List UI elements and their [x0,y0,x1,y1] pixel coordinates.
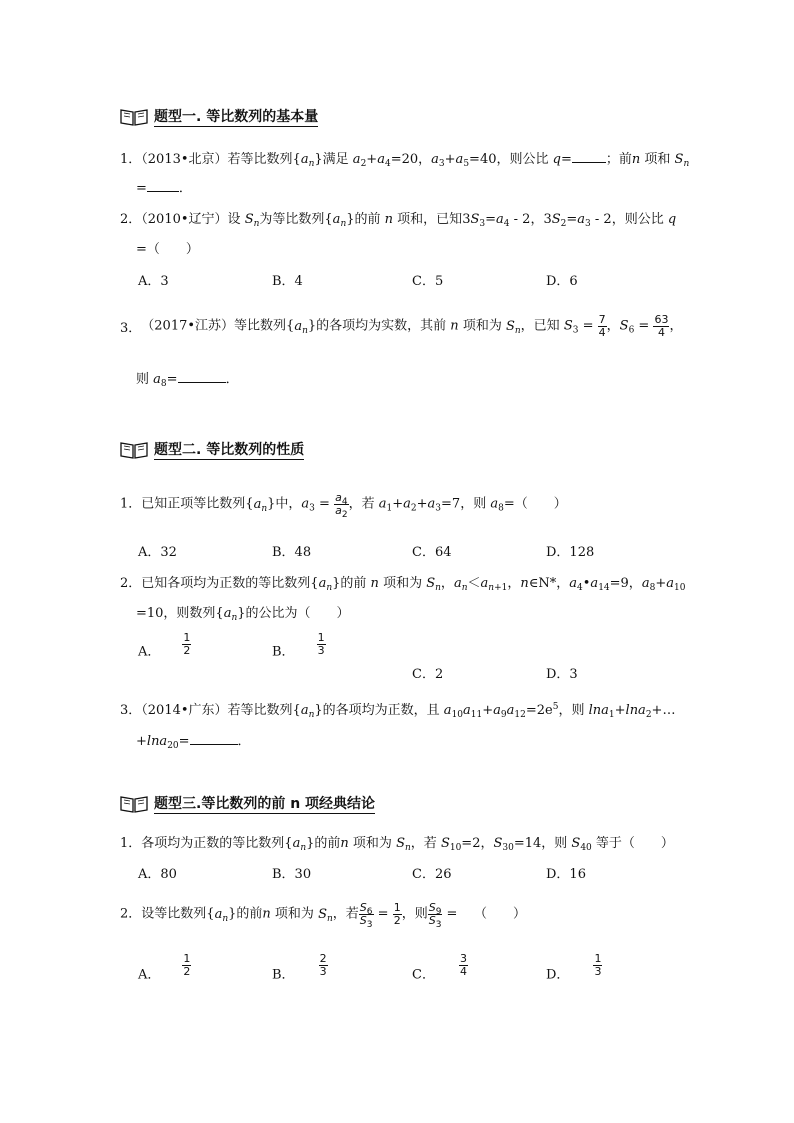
fraction: $\frac{7}{4}$ [598,313,606,339]
s1-q1-line2: = ． [136,181,192,196]
section-3-header [120,793,375,813]
s3-q2: 2．设等比数列$\{a_n\}$的前n 项和为 $S_n$，若 $\frac{S_6}{S_3}$ = $\frac{1}{2}$ ，则 $\frac{S_9}{S_3}$ = （ ） [120,901,526,930]
s1-q2-line2: =（ ） [136,242,199,257]
s3-q1-option-a[interactable]: A．80 [138,867,177,882]
fraction: $\frac{a_4}{a_2}$ [335,491,348,520]
book-icon [120,108,148,126]
section-1-title: 题型一. 等比数列的基本量 [154,109,319,125]
s1-q2-option-a[interactable]: A．3 [138,274,169,289]
s3-q2-option-b[interactable]: B． $\frac{2}{3}$ [272,952,327,983]
s3-q1-option-c[interactable]: C．26 [412,867,452,882]
s2-q1-option-a[interactable]: A．32 [138,545,177,560]
s1-q3-line1: 3．（2017•江苏）等比数列$\{a_n\}$的各项均为实数，其前 n 项和为 $S_n$，已知 $S_3$ = $\frac{7}{4}$ ，$S_6$ = $\frac{63}{4}$ ， [120,313,683,339]
s2-q1: 1．已知正项等比数列$\{a_n\}$中，$a_3$ = $\frac{a_4}{a_2}$ ，若 $a_1+a_2+a_3=7$，则 $a_8=$（ ） [120,491,567,520]
s2-q2-option-d[interactable]: D．3 [546,667,578,682]
s3-q2-option-d[interactable]: D． $\frac{1}{3}$ [546,952,602,983]
s3-q1-option-d[interactable]: D．16 [546,867,586,882]
s1-q2-option-c[interactable]: C．5 [412,274,444,289]
s1-q1-line1: 1．（2013•北京）若等比数列$\{a_n\}$满足 $a_2+a_4=20$，$a_3+a_5=40$，则公比 q= ；前n 项和 $S_n$ [120,152,690,169]
answer-blank[interactable] [572,150,606,163]
s3-q2-option-a[interactable]: A． $\frac{1}{2}$ [138,952,191,983]
s3-q1-option-b[interactable]: B．30 [272,867,312,882]
s2-q2-line2: =10，则数列$\{a_n\}$的公比为（ ） [136,606,350,623]
section-3-title: 题型三.等比数列的前 n 项经典结论 [154,796,376,812]
s2-q2-line1: 2．已知各项均为正数的等比数列$\{a_n\}$的前 n 项和为 $S_n$，$a_n<a_{n+1}$，n∈N*，$a_4•a_{14}=9$，$a_8+a_{10}$ [120,576,686,593]
s2-q2-option-a[interactable]: A． $\frac{1}{2}$ [138,631,191,660]
s3-q2-option-c[interactable]: C． $\frac{3}{4}$ [412,952,467,983]
answer-blank[interactable] [190,732,238,745]
book-icon [120,795,148,813]
section-2-title: 题型二. 等比数列的性质 [154,442,305,458]
s1-q2-option-b[interactable]: B．4 [272,274,303,289]
s2-q1-option-c[interactable]: C．64 [412,545,452,560]
s1-q3-line2: 则 $a_8=$ ． [136,372,239,389]
s2-q2-option-b[interactable]: B． $\frac{1}{3}$ [272,631,325,660]
s2-q3-line2: +lna$_{20}$= ． [136,734,251,751]
s2-q3-line1: 3．（2014•广东）若等比数列$\{a_n\}$的各项均为正数，且 $a_{10}a_{11}+a_9a_{12}=2e^5$，则 lna$_1$+lna$_2$+… [120,702,676,720]
section-2-header [120,439,304,459]
answer-blank[interactable] [178,370,226,383]
s2-q1-option-b[interactable]: B．48 [272,545,312,560]
s1-q2-line1: 2．（2010•辽宁）设 $S_n$为等比数列$\{a_n\}$的前 n 项和，已知$3S_3=a_4 - 2$，$3S_2=a_3 - 2$，则公比 q [120,212,677,229]
answer-blank[interactable] [147,179,179,192]
s2-q2-option-c[interactable]: C．2 [412,667,444,682]
fraction: $\frac{63}{4}$ [654,313,669,339]
s2-q1-option-d[interactable]: D．128 [546,545,595,560]
s1-q2-option-d[interactable]: D．6 [546,274,578,289]
book-icon [120,441,148,459]
section-1-header [120,106,318,126]
s3-q1: 1．各项均为正数的等比数列$\{a_n\}$的前n 项和为 $S_n$，若 $S_{10}=2$，$S_{30}=14$，则 $S_{40}$ 等于（ ） [120,836,674,853]
